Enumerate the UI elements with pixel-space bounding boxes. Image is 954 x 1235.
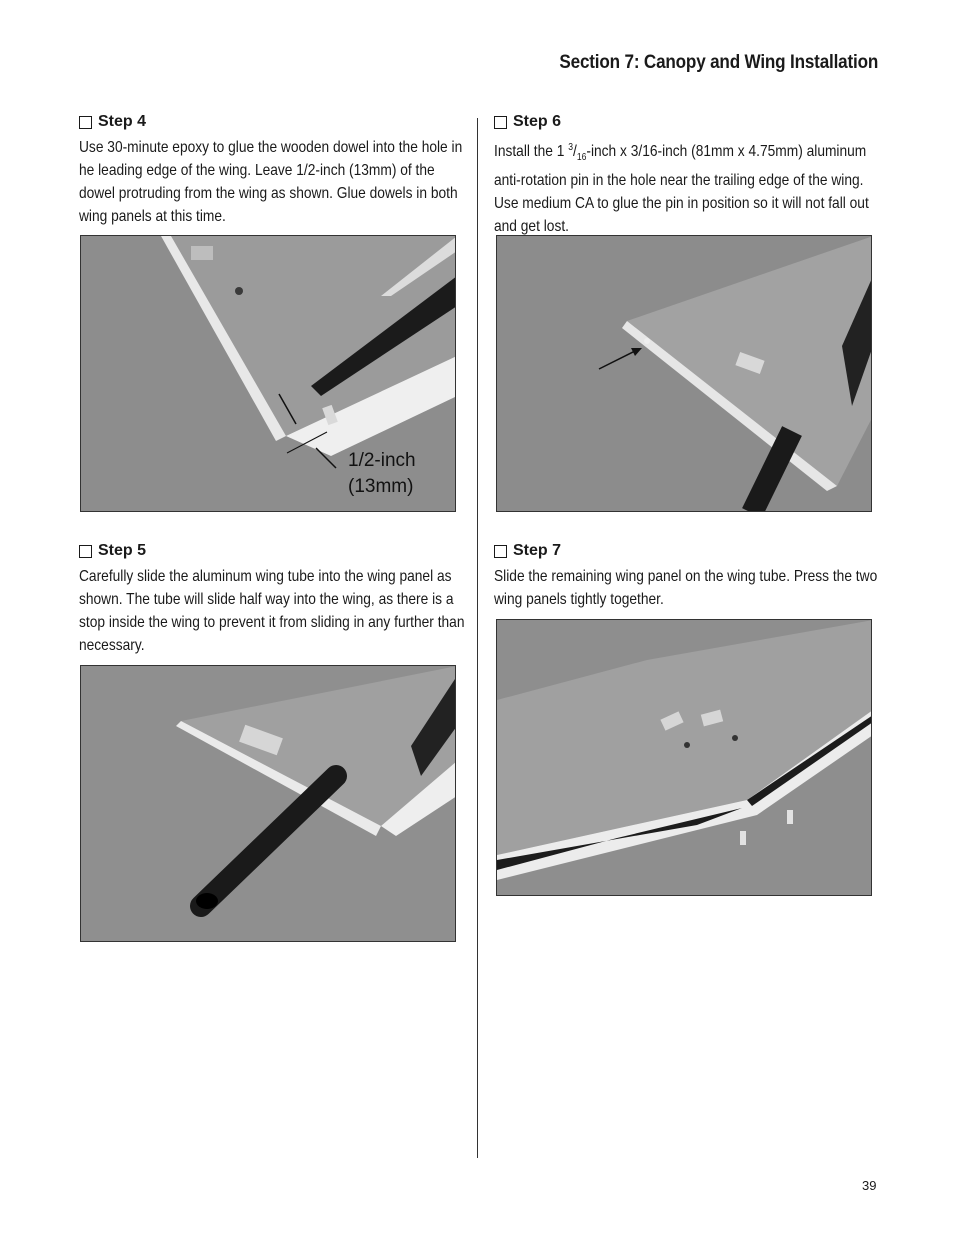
step-6-heading xyxy=(494,112,884,132)
step-4-heading xyxy=(79,112,469,132)
step-7 xyxy=(494,541,884,611)
step-7-title: Step 7 xyxy=(513,542,562,559)
step-6-text xyxy=(494,136,883,238)
step-5-text: Carefully slide the aluminum wing tube into the wing panel as shown. The tube will slide half way into the wing, as there is a stop inside the wing to prevent it from sliding in any further than necessary. xyxy=(79,568,465,654)
step-7-heading xyxy=(494,541,884,561)
step-4-callout-line2: (13mm) xyxy=(348,476,414,497)
column-divider xyxy=(477,118,478,1158)
step-6-fraction-slash: / xyxy=(572,143,577,160)
page-number: 39 xyxy=(862,1178,877,1193)
step-6-text-start: Install the 1 xyxy=(494,143,569,160)
step-5-checkbox[interactable] xyxy=(79,545,92,558)
step-4 xyxy=(79,112,469,228)
step-7-text: Slide the remaining wing panel on the wing tube. Press the two wing panels tightly together. xyxy=(494,568,878,608)
step-5-heading xyxy=(79,541,469,561)
step-6-fraction-numerator: 3 xyxy=(568,142,573,153)
step-4-text: Use 30-minute epoxy to glue the wooden dowel into the hole in he leading edge of the wing. Leave 1/2-inch (13mm) of the dowel protruding from the wing as shown. Glue dowels in both wing panels at this time. xyxy=(79,139,463,225)
step-4-callout-line1: 1/2-inch xyxy=(348,450,416,471)
step-6-checkbox[interactable] xyxy=(494,116,507,129)
step-4-title: Step 4 xyxy=(98,113,147,130)
section-title: Section 7: Canopy and Wing Installation xyxy=(559,52,878,73)
step-5-title: Step 5 xyxy=(98,542,147,559)
step-6 xyxy=(494,112,884,238)
step-7-photo xyxy=(496,619,872,896)
step-6-text-end: -inch x 3/16-inch (81mm x 4.75mm) aluminum anti-rotation pin in the hole near the trailing edge of the wing. Use medium CA to glue the pin in position so it will not fall out and get lost. xyxy=(494,143,869,235)
step-7-checkbox[interactable] xyxy=(494,545,507,558)
step-4-checkbox[interactable] xyxy=(79,116,92,129)
step-5 xyxy=(79,541,469,657)
step-4-photo xyxy=(80,235,456,512)
step-6-photo xyxy=(496,235,872,512)
step-6-fraction-denominator: 16 xyxy=(576,152,587,163)
step-6-title: Step 6 xyxy=(513,113,562,130)
step-5-photo xyxy=(80,665,456,942)
